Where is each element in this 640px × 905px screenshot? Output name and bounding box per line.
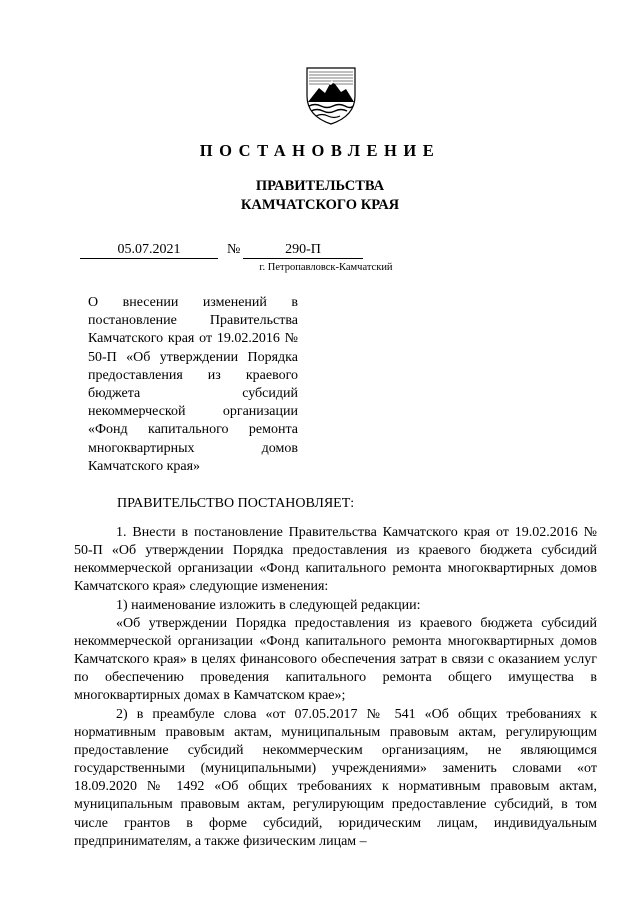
document-subject [88, 294, 298, 476]
body-paragraph-4: 2) в преамбуле слова «от 07.05.2017 № 541 «Об общих требованиях к нормативным правовым актам, муниципальным правовым актам, регулирующим предоставление субсидий некоммерческим организациям, не являющимся государственными (муниципальными) учреждениями» заменить словами «от 18.09.2020 № 1492 «Об общих требованиях к нормативным правовым актам, муниципальным правовым актам, регулирующим предоставление субсидий, в том числе грантов в форме субсидий, юридическим лицам, индивидуальным предпринимателям, а также физическим лицам – [74, 706, 597, 849]
authority-line-1: ПРАВИТЕЛЬСТВА [255, 178, 385, 194]
body-paragraph-1: 1. Внести в постановление Правительства Камчатского края от 19.02.2016 № 50-П «Об утверждении Порядка предоставления из краевого бюджета субсидий некоммерческой организации «Фонд капитального ремонта многоквартирных домов Камчатского края» следующие изменения: [74, 525, 597, 595]
number-sign: № [227, 242, 241, 257]
document-title: ПОСТАНОВЛЕНИЕ [199, 141, 441, 160]
decree-heading: ПРАВИТЕЛЬСТВО ПОСТАНОВЛЯЕТ: [117, 496, 355, 511]
document-number: 290-П [243, 241, 363, 259]
kamchatka-coat-of-arms-icon [299, 62, 363, 126]
document-city: г. Петропавловск-Камчатский [259, 262, 393, 273]
subject-text: О внесении изменений в постановление Правительства Камчатского края от 19.02.2016 № 50-П «Об утверждении Порядка предоставления из краевого бюджета субсидий некоммерческой организации «Фонд капитального ремонта многоквартирных домов Камчатского края» [88, 295, 298, 474]
authority-line-2: КАМЧАТСКОГО КРАЯ [240, 197, 400, 213]
document-date: 05.07.2021 [80, 241, 218, 259]
document-body [74, 524, 597, 851]
body-paragraph-2: 1) наименование изложить в следующей редакции: [116, 597, 421, 613]
body-paragraph-3: «Об утверждении Порядка предоставления из краевого бюджета субсидий некоммерческой организации «Фонд капитального ремонта многоквартирных домов Камчатского края» в целях финансового обеспечения затрат в связи с оказанием услуг по обеспечению проведения капитального ремонта общего имущества в многоквартирных домах в Камчатском крае»; [74, 615, 597, 704]
